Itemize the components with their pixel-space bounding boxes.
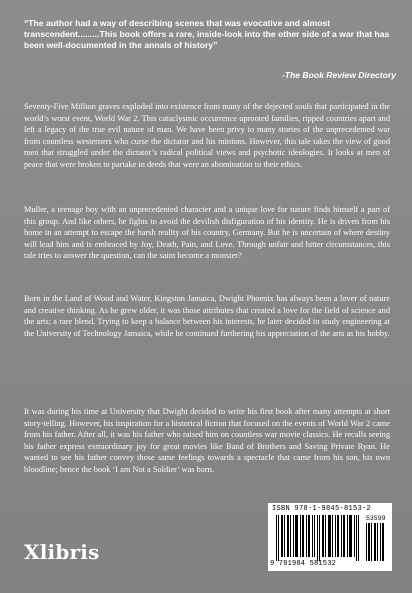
review-quote: “The author had a way of describing scenes that was evocative and almost transcendent.........This book offers a rare, inside-look into the other side of a war that has been well-documented in the annals of history” [24,18,390,51]
synopsis-paragraph-2: Muller, a teenage boy with an unprecedented character and a unique love for nature finds himself a part of this group. And like others, he fights to avoid the devilish disfiguration of his identity. He is driven from his home in an attempt to escape the harsh reality of his country, Germany. But he is uncertain of where destiny will lead him and is embraced by Joy, Death, Pain, and Love. Through unfair and bitter circumstances, this tale tries to answer the question, can the saint become a monster? [24,205,390,260]
author-bio-paragraph-2: It was during his time at University that Dwight decided to write his first book after many attempts at short story-telling. However, his inspiration for a historical fiction that focused on the events of World War 2 came from his father. After all, it was his father who raised him on countless war movie classics. He recalls seeing his father express extraordinary joy for great movies like Band of Brothers and Saving Private Ryan. He wanted to see his father convey those same feelings towards a spectacle that came from his son, his own bloodline; hence the book ‘I am Not a Soldier’ was born. [24,407,390,474]
isbn-label: ISBN 978-1-9845-8153-2 [272,505,372,513]
barcode-bars-icon [272,515,388,561]
isbn-barcode [268,503,392,571]
review-source: -The Book Review Directory [281,70,396,80]
isbn-digits: 9 781984 581532 [270,560,337,568]
barcode-addon-label: 53599 [366,515,386,522]
publisher-logo: Xlibris [24,540,100,564]
synopsis-paragraph-1: Seventy-Five Million graves exploded into existence from many of the dejected souls that participated in the world’s worst event, World War 2. This cataclysmic occurrence uprooted families, ripped countries apart and left a legacy of the true evil nature of man. We have been privy to many stories of the unprecedented war from countless westerners who curse the dictator and his minions. However, this tale takes the view of good men that struggled under the dictator’s radical political views and psychotic ideologies. It looks at men of peace that were broken to partake in deeds that were an abomination to their ethics. [24,102,390,169]
author-bio-paragraph-1: Born in the Land of Wood and Water, Kingston Jamaica, Dwight Phoenix has always been a lover of nature and creative thinking. As he grew older, it was those attributes that created a love for the field of science and the arts; a rare blend. Trying to keep a balance between his interests, he later decided to study engineering at the University of Technology Jamaica, while he continued furthering his appreciation of the arts as his hobby. [24,294,390,338]
